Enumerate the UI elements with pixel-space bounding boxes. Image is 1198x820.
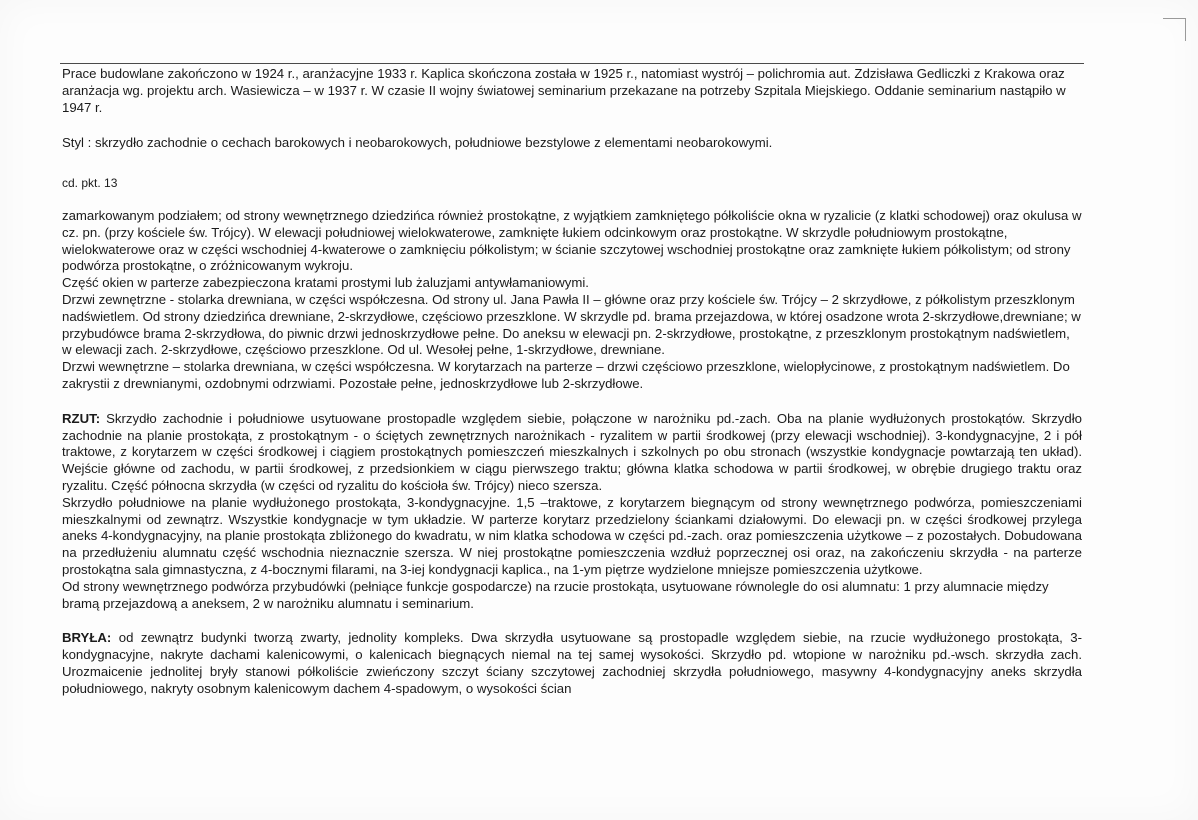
header-rule — [60, 63, 1084, 64]
rzut-paragraph — [62, 411, 1082, 495]
drzwi-zewnetrzne-paragraph: Drzwi zewnętrzne - stolarka drewniana, w części współczesna. Od strony ul. Jana Pawła II – główne oraz przy kościele św. Trójcy – 2 skrzydłowe, z półkolistym przeszklonym nadświetlem. Od strony dziedzińca drewniane, 2-skrzydłowe, częściowo przeszklone. W skrzydle pd. brama przejazdowa, w której osadzone wrota 2-skrzydłowe,drewniane; w przybudówce brama 2-skrzydłowa, do piwnic drzwi jednoskrzydłowe pełne. Do aneksu w elewacji pn. 2-skrzydłowe, prostokątne, z przeszklonym prostokątnym nadświetlem, w elewacji zach. 2-skrzydłowe, częściowo przeszklone. Od ul. Wesołej pełne, 1-skrzydłowe, drewniane. — [62, 291, 1081, 358]
okna-paragraph: zamarkowanym podziałem; od strony wewnętrznego dziedzińca również prostokątne, z wyjątkiem zamkniętego półkoliście okna w ryzalicie (z klatki schodowej) oraz okulusa w cz. pn. (przy kościele św. Trójcy). W elewacji południowej wielokwaterowe, zamknięte łukiem odcinkowym oraz prostokątne. W skrzydle południowym prostokątne, wielokwaterowe oraz w części wschodniej 4-kwaterowe o zamknięciu półkolistym; w ścianie szczytowej wschodniej prostokątne oraz zamknięte łukiem półkolistym; od strony podwórza prostokątne, o zróżnicowanym wykroju. — [62, 207, 1082, 274]
drzwi-wewnetrzne-paragraph: Drzwi wewnętrzne – stolarka drewniana, w części współczesna. W korytarzach na parterze – drzwi częściowo przeszklone, wielopłycinowe, z prostokątnym nadświetlem. Do zakrystii z drewnianymi, ozdobnymi odrzwiami. Pozostałe pełne, jednoskrzydłowe lub 2-skrzydłowe. — [62, 359, 1070, 391]
bryla-label: BRYŁA: — [62, 630, 112, 646]
rzut-skrzydlo-poludniowe-paragraph: Skrzydło południowe na planie wydłużonego prostokąta, 3-kondygnacyjne. 1,5 –traktowe, z korytarzem biegnącym od strony wewnętrznego podwórza, pomieszczeniami mieszkalnymi od zewnątrz. Wszystkie kondygnacje w tym układzie. W parterze korytarz przedzielony ściankami działowymi. Do elewacji pn. w części środkowej przylega aneks 4-kondygnacyjny, na planie prostokąta zbliżonego do kwadratu, w nim klatka schodowa w części pd.-zach. oraz pomieszczenia użytkowe – z pozostałych. Dobudowana na przedłużeniu alumnatu część wschodnia nieznacznie szersza. W niej prostokątne pomieszczenia wzdłuż poprzecznej osi oraz, na zakończeniu skrzydła - na parterze prostokątna sala gimnastyczna, z 4-bocznymi filarami, na 3-iej kondygnacji kaplica., na 1-ym piętrze wydzielone mniejsze pomieszczenia użytkowe. — [62, 494, 1082, 577]
reference-note: cd. pkt. 13 — [62, 176, 118, 191]
rzut-przybudowki-paragraph: Od strony wewnętrznego podwórza przybudówki (pełniące funkcje gospodarcze) na rzucie prostokąta, usytuowane równolegle do osi alumnatu: 1 przy alumnacie między bramą przejazdową a aneksem, 2 w narożniku alumnatu i seminarium. — [62, 578, 1049, 611]
bryla-paragraph — [62, 630, 1082, 697]
styl-paragraph: Styl : skrzydło zachodnie o cechach barokowych i neobarokowych, południowe bezstylowe z elementami neobarokowymi. — [62, 135, 773, 151]
rzut-text: Skrzydło zachodnie i południowe usytuowane prostopadle względem siebie, połączone w narożniku pd.-zach. Oba na planie wydłużonych prostokątów. Skrzydło zachodnie na planie prostokąta, z prostokątnym - o ściętych zewnętrznych narożnikach - ryzalitem w partii środkowej (przy elewacji wschodniej). 3-kondygnacyjne, 2 i pół traktowe, z korytarzem w części środkowej i ciągiem prostokątnych pomieszczeń mieszkalnych i szkolnych po obu stronach (wszystkie kondygnacje powtarzają ten układ). Wejście główne od zachodu, w partii środkowej, z przedsionkiem w ciągu pierwszego traktu; główna klatka schodowa w partii środkowej, w obrębie drugiego traktu oraz ryzalitu. Część północna skrzydła (w części od ryzalitu do kościoła św. Trójcy) nieco szersza. — [62, 410, 1082, 493]
document-body — [62, 66, 1082, 698]
rzut-label: RZUT: — [62, 410, 101, 426]
okna-kraty-paragraph: Część okien w parterze zabezpieczona kratami prostymi lub żaluzjami antywłamaniowymi. — [62, 275, 589, 291]
intro-paragraph: Prace budowlane zakończono w 1924 r., aranżacyjne 1933 r. Kaplica skończona została w 1925 r., natomiast wystrój – polichromia aut. Zdzisława Gedliczki z Krakowa oraz aranżacja wg. projektu arch. Wasiewicza – w 1937 r. W czasie II wojny światowej seminarium przekazane na potrzeby Szpitala Miejskiego. Oddanie seminarium nastąpiło w 1947 r. — [62, 66, 1066, 115]
page-corner-mark — [1163, 18, 1186, 41]
bryla-text: od zewnątrz budynki tworzą zwarty, jednolity kompleks. Dwa skrzydła usytuowane są prostopadle względem siebie, na rzucie wydłużonego prostokąta, 3-kondygnacyjne, nakryte dachami kalenicowymi, o kalenicach biegnących niemal na tej samej wysokości. Skrzydło pd. wtopione w narożniku pd.-wsch. skrzydła zach. Urozmaicenie jednolitej bryły stanowi półkoliście zwieńczony szczyt ściany szczytowej zachodniej skrzydła południowego, masywny 4-kondygnacyjny aneks skrzydła południowego, nakryty osobnym kalenicowym dachem 4-spadowym, o wysokości ścian — [62, 630, 1082, 696]
